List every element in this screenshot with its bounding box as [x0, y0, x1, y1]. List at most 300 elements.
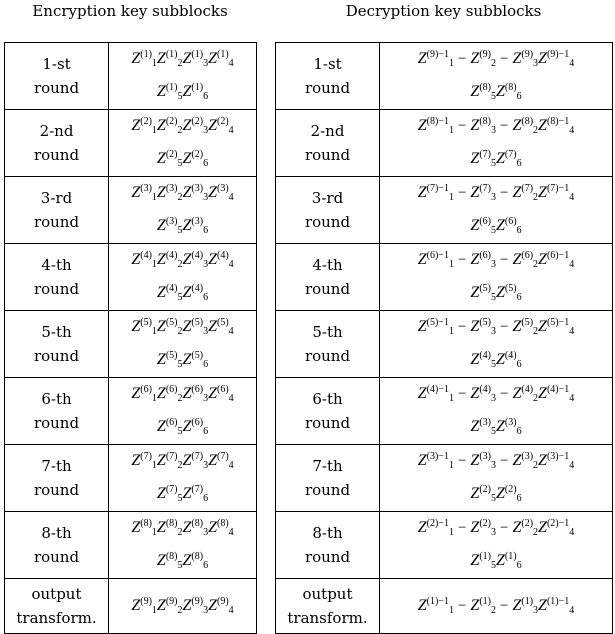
round-superscript: (6) [140, 384, 152, 395]
round-superscript: (2) [140, 116, 152, 127]
subkey-index: 1 [151, 58, 157, 69]
subkey-symbol: Z [470, 217, 480, 234]
subkey-line [109, 344, 256, 377]
subkey-term [157, 284, 183, 301]
subkey-symbol: Z [538, 385, 547, 402]
subkey-symbol: Z [156, 552, 166, 569]
subkey-symbol: Z [156, 184, 166, 201]
subkey-index: 2 [177, 58, 183, 69]
subkey-term [157, 318, 183, 335]
subkey-index: 3 [203, 259, 209, 270]
subkey-term [131, 318, 157, 335]
round-superscript: (6) [479, 250, 491, 261]
subkey-line [380, 344, 612, 377]
subkey-index: 3 [491, 527, 496, 538]
subkey-symbol: Z [156, 485, 166, 502]
subkey-symbol: Z [131, 117, 141, 134]
subkey-symbol: Z [512, 452, 522, 469]
subkey-index: 3 [203, 527, 209, 538]
round-superscript: (4) [504, 350, 517, 361]
subkey-term [183, 597, 209, 614]
subkey-line [380, 210, 612, 243]
subkey-line [380, 277, 612, 310]
round-superscript: (7) [521, 183, 534, 194]
subkey-line [109, 110, 256, 143]
round-superscript: (4)−1 [546, 384, 570, 395]
subkey-index: 2 [177, 125, 183, 136]
subkey-term [157, 217, 183, 234]
decryption-caption: Decryption key subblocks [345, 2, 542, 20]
subkey-index: 2 [177, 460, 183, 471]
round-superscript: (6) [191, 417, 204, 428]
subkey-term [470, 284, 496, 301]
subkey-index: 1 [151, 192, 157, 203]
subkey-index: 1 [151, 527, 157, 538]
subkey-line [109, 76, 256, 109]
subkey-symbol: Z [496, 485, 505, 502]
table-row [276, 110, 613, 177]
round-superscript: (5) [479, 283, 491, 294]
subkey-line [380, 545, 612, 578]
round-superscript: (3) [165, 183, 178, 194]
round-superscript: (8) [165, 518, 178, 529]
round-superscript: (5) [479, 317, 491, 328]
subkey-symbol: Z [208, 318, 217, 335]
subkey-term [538, 318, 574, 335]
minus-sign: − [457, 386, 467, 402]
subkey-term [470, 452, 496, 469]
subkey-index: 6 [203, 560, 209, 571]
subkey-symbol: Z [182, 217, 192, 234]
subkey-symbol: Z [417, 385, 427, 402]
subkey-index: 6 [516, 91, 522, 102]
round-label-line: 8-th [312, 524, 343, 542]
subkey-index: 1 [448, 460, 454, 471]
subkey-term [418, 385, 454, 402]
minus-sign: − [500, 118, 509, 134]
round-superscript: (6) [165, 384, 178, 395]
subkey-term [183, 83, 209, 100]
subkey-term [470, 552, 496, 569]
round-label-line: 2-nd [39, 122, 74, 140]
subkey-term [418, 50, 454, 67]
subkey-symbol: Z [131, 385, 141, 402]
subkey-index: 5 [177, 493, 183, 504]
subkey-symbol: Z [156, 217, 166, 234]
subkey-index: 1 [448, 192, 454, 203]
subkey-line [380, 445, 612, 478]
subkey-symbol: Z [538, 184, 547, 201]
decryption-subkeys [380, 110, 613, 177]
round-superscript: (4) [140, 250, 152, 261]
subkey-symbol: Z [208, 596, 217, 614]
minus-sign: − [500, 185, 509, 201]
round-superscript: (5) [191, 350, 204, 361]
subkey-term [496, 83, 522, 100]
subkey-term [496, 217, 522, 234]
encryption-key-table [4, 42, 257, 634]
subkey-term [496, 552, 522, 569]
subkey-term [538, 519, 574, 536]
round-label [5, 311, 109, 378]
subkey-symbol: Z [538, 50, 547, 67]
minus-sign: − [500, 520, 509, 536]
subkey-index: 6 [203, 91, 209, 102]
subkey-symbol: Z [182, 519, 192, 536]
subkey-symbol: Z [538, 596, 547, 614]
subkey-index: 4 [569, 527, 575, 538]
subkey-index: 2 [177, 259, 183, 270]
subkey-term [470, 318, 496, 335]
round-label [5, 445, 109, 512]
round-superscript: (4)−1 [426, 384, 449, 395]
subkey-term [496, 418, 522, 435]
round-label-line: round [304, 280, 351, 298]
round-superscript: (2) [521, 518, 534, 529]
round-superscript: (1) [191, 82, 204, 93]
subkey-symbol: Z [156, 519, 166, 536]
subkey-index: 2 [533, 125, 539, 136]
minus-sign: − [457, 453, 467, 469]
round-superscript: (2) [504, 484, 517, 495]
round-superscript: (9) [479, 49, 491, 60]
subkey-index: 3 [203, 125, 209, 136]
subkey-symbol: Z [182, 117, 192, 134]
subkey-line [109, 411, 256, 444]
round-superscript: (5) [216, 317, 229, 328]
round-superscript: (8) [479, 82, 491, 93]
round-superscript: (9) [521, 49, 534, 60]
subkey-symbol: Z [512, 251, 522, 268]
table-row [276, 177, 613, 244]
subkey-index: 6 [516, 493, 522, 504]
minus-sign: − [457, 319, 467, 335]
subkey-line [109, 545, 256, 578]
round-label-line: transform. [16, 609, 97, 627]
round-superscript: (8) [140, 518, 152, 529]
subkey-term [512, 597, 538, 614]
round-label-line: output [31, 585, 82, 603]
round-superscript: (2) [479, 484, 491, 495]
round-superscript: (6) [504, 216, 517, 227]
encryption-subkeys [109, 177, 257, 244]
round-label [276, 110, 380, 177]
subkey-line [109, 590, 256, 623]
subkey-symbol: Z [156, 83, 166, 100]
subkey-index: 5 [491, 359, 496, 370]
round-superscript: (5) [521, 317, 534, 328]
subkey-symbol: Z [182, 385, 192, 402]
subkey-term [470, 150, 496, 167]
subkey-symbol: Z [156, 418, 166, 435]
round-label [276, 579, 380, 634]
table-row [276, 378, 613, 445]
round-superscript: (4) [479, 384, 491, 395]
round-superscript: (1) [165, 49, 178, 60]
round-superscript: (1) [165, 82, 178, 93]
subkey-index: 3 [203, 393, 209, 404]
subkey-symbol: Z [208, 184, 217, 201]
subkey-term [418, 251, 454, 268]
subkey-term [538, 184, 574, 201]
subkey-index: 2 [533, 326, 539, 337]
subkey-index: 1 [151, 326, 157, 337]
subkey-symbol: Z [156, 284, 166, 301]
subkey-symbol: Z [156, 596, 166, 614]
subkey-index: 2 [533, 259, 539, 270]
subkey-term [512, 251, 538, 268]
decryption-key-table [275, 42, 613, 634]
subkey-line [380, 43, 612, 76]
decryption-subkeys [380, 579, 613, 634]
round-superscript: (5)−1 [426, 317, 449, 328]
minus-sign: − [457, 597, 467, 614]
subkey-index: 2 [533, 527, 539, 538]
subkey-symbol: Z [156, 351, 166, 368]
subkey-term [157, 418, 183, 435]
subkey-index: 6 [516, 560, 522, 571]
round-superscript: (1) [479, 595, 491, 607]
table-row [5, 311, 257, 378]
subkey-index: 2 [177, 527, 183, 538]
subkey-index: 6 [203, 225, 209, 236]
subkey-term [131, 385, 157, 402]
round-superscript: (5) [165, 350, 178, 361]
subkey-index: 6 [516, 158, 522, 169]
subkey-term [157, 150, 183, 167]
decryption-subkeys [380, 177, 613, 244]
subkey-symbol: Z [496, 351, 505, 368]
subkey-term [157, 251, 183, 268]
subkey-symbol: Z [470, 351, 480, 368]
subkey-symbol: Z [182, 351, 192, 368]
round-label-line: 6-th [41, 390, 72, 408]
minus-sign: − [457, 118, 467, 134]
subkey-line [109, 445, 256, 478]
minus-sign: − [500, 252, 509, 268]
subkey-line [109, 244, 256, 277]
subkey-index: 6 [516, 292, 522, 303]
subkey-term [131, 184, 157, 201]
subkey-index: 5 [177, 91, 183, 102]
subkey-term [183, 117, 209, 134]
subkey-symbol: Z [182, 251, 192, 268]
round-superscript: (8) [191, 518, 204, 529]
round-label [5, 244, 109, 311]
subkey-symbol: Z [417, 318, 427, 335]
subkey-symbol: Z [512, 596, 522, 614]
round-superscript: (2) [165, 116, 178, 127]
subkey-term [131, 452, 157, 469]
subkey-index: 1 [151, 125, 157, 136]
subkey-term [512, 385, 538, 402]
round-label [276, 177, 380, 244]
subkey-term [538, 597, 574, 614]
subkey-symbol: Z [470, 117, 480, 134]
round-superscript: (3) [216, 183, 229, 194]
subkey-index: 5 [177, 359, 183, 370]
subkey-term [157, 597, 183, 614]
subkey-index: 2 [177, 326, 183, 337]
round-superscript: (5) [504, 283, 517, 294]
subkey-symbol: Z [156, 452, 166, 469]
minus-sign: − [457, 252, 467, 268]
subkey-term [131, 519, 157, 536]
subkey-symbol: Z [470, 552, 480, 569]
subkey-index: 4 [569, 604, 575, 616]
subkey-symbol: Z [131, 596, 141, 614]
subkey-index: 2 [533, 393, 539, 404]
encryption-subkeys [109, 579, 257, 634]
subkey-index: 5 [177, 426, 183, 437]
round-label-line: round [304, 213, 351, 231]
subkey-symbol: Z [156, 318, 166, 335]
subkey-index: 5 [491, 493, 496, 504]
subkey-line [109, 143, 256, 176]
subkey-symbol: Z [182, 596, 192, 614]
round-label-line: round [304, 548, 351, 566]
subkey-term [183, 318, 209, 335]
round-superscript: (2)−1 [546, 518, 570, 529]
subkey-symbol: Z [538, 117, 547, 134]
table-row [276, 445, 613, 512]
decryption-subkeys [380, 445, 613, 512]
subkey-symbol: Z [538, 519, 547, 536]
subkey-index: 6 [203, 359, 209, 370]
round-superscript: (5)−1 [546, 317, 570, 328]
round-label-line: 7-th [312, 457, 343, 475]
subkey-line [109, 378, 256, 411]
subkey-term [208, 385, 234, 402]
subkey-symbol: Z [131, 251, 141, 268]
encryption-subkeys [109, 244, 257, 311]
subkey-term [538, 50, 574, 67]
minus-sign: − [457, 51, 467, 67]
subkey-term [418, 184, 454, 201]
round-label-line: round [304, 146, 351, 164]
subkey-line [380, 143, 612, 176]
subkey-symbol: Z [470, 150, 480, 167]
subkey-term [496, 351, 522, 368]
round-superscript: (4) [479, 350, 491, 361]
subkey-symbol: Z [131, 318, 141, 335]
round-label-line: round [304, 79, 351, 97]
decryption-subkeys [380, 378, 613, 445]
subkey-term [470, 184, 496, 201]
round-superscript: (2) [191, 149, 204, 160]
round-label-line: 1-st [42, 55, 71, 73]
subkey-symbol: Z [538, 452, 547, 469]
subkey-symbol: Z [208, 519, 217, 536]
round-superscript: (7) [191, 484, 204, 495]
subkey-symbol: Z [182, 552, 192, 569]
subkey-term [512, 50, 538, 67]
round-superscript: (7) [191, 451, 204, 462]
round-superscript: (3) [191, 183, 204, 194]
minus-sign: − [500, 319, 509, 335]
subkey-symbol: Z [156, 385, 166, 402]
subkey-symbol: Z [417, 519, 427, 536]
subkey-symbol: Z [208, 117, 217, 134]
round-label-line: output [302, 585, 353, 603]
subkey-index: 4 [228, 393, 234, 404]
subkey-term [470, 117, 496, 134]
subkey-symbol: Z [208, 385, 217, 402]
subkey-symbol: Z [182, 485, 192, 502]
round-label [276, 244, 380, 311]
round-superscript: (9)−1 [546, 49, 570, 60]
subkey-index: 1 [151, 460, 157, 471]
round-label-line: round [33, 414, 80, 432]
subkey-index: 4 [228, 460, 234, 471]
round-superscript: (9) [191, 595, 204, 607]
subkey-term [208, 50, 234, 67]
subkey-index: 1 [448, 604, 454, 616]
round-label [276, 512, 380, 579]
subkey-index: 3 [491, 326, 496, 337]
subkey-symbol: Z [512, 385, 522, 402]
table-row [5, 445, 257, 512]
subkey-term [512, 117, 538, 134]
subkey-index: 4 [569, 192, 575, 203]
subkey-index: 6 [516, 359, 522, 370]
round-label [5, 110, 109, 177]
subkey-symbol: Z [156, 150, 166, 167]
subkey-index: 1 [448, 58, 454, 69]
round-superscript: (8) [165, 551, 178, 562]
subkey-symbol: Z [182, 452, 192, 469]
subkey-symbol: Z [182, 284, 192, 301]
subkey-term [183, 217, 209, 234]
subkey-index: 5 [491, 292, 496, 303]
subkey-term [157, 385, 183, 402]
subkey-line [109, 512, 256, 545]
subkey-index: 1 [151, 393, 157, 404]
subkey-index: 3 [491, 460, 496, 471]
subkey-symbol: Z [538, 318, 547, 335]
subkey-term [470, 251, 496, 268]
subkey-index: 2 [533, 192, 539, 203]
round-superscript: (2) [479, 518, 491, 529]
round-superscript: (1) [140, 49, 152, 60]
subkey-index: 3 [203, 460, 209, 471]
subkey-index: 4 [228, 259, 234, 270]
subkey-index: 5 [491, 560, 496, 571]
round-superscript: (3) [165, 216, 178, 227]
subkey-index: 1 [448, 527, 454, 538]
subkey-index: 4 [569, 259, 575, 270]
subkey-index: 5 [177, 292, 183, 303]
table-row [5, 177, 257, 244]
round-superscript: (1) [504, 551, 517, 562]
subkey-term [208, 184, 234, 201]
subkey-term [538, 452, 574, 469]
subkey-term [183, 519, 209, 536]
round-label-line: 1-st [313, 55, 342, 73]
subkey-line [380, 512, 612, 545]
table-row [5, 512, 257, 579]
subkey-term [208, 117, 234, 134]
decryption-subkeys [380, 311, 613, 378]
subkey-symbol: Z [182, 150, 192, 167]
decryption-subkeys [380, 244, 613, 311]
subkey-term [512, 452, 538, 469]
subkey-term [470, 83, 496, 100]
subkey-index: 2 [177, 604, 183, 616]
round-superscript: (4) [165, 250, 178, 261]
subkey-term [183, 50, 209, 67]
table-row [5, 244, 257, 311]
